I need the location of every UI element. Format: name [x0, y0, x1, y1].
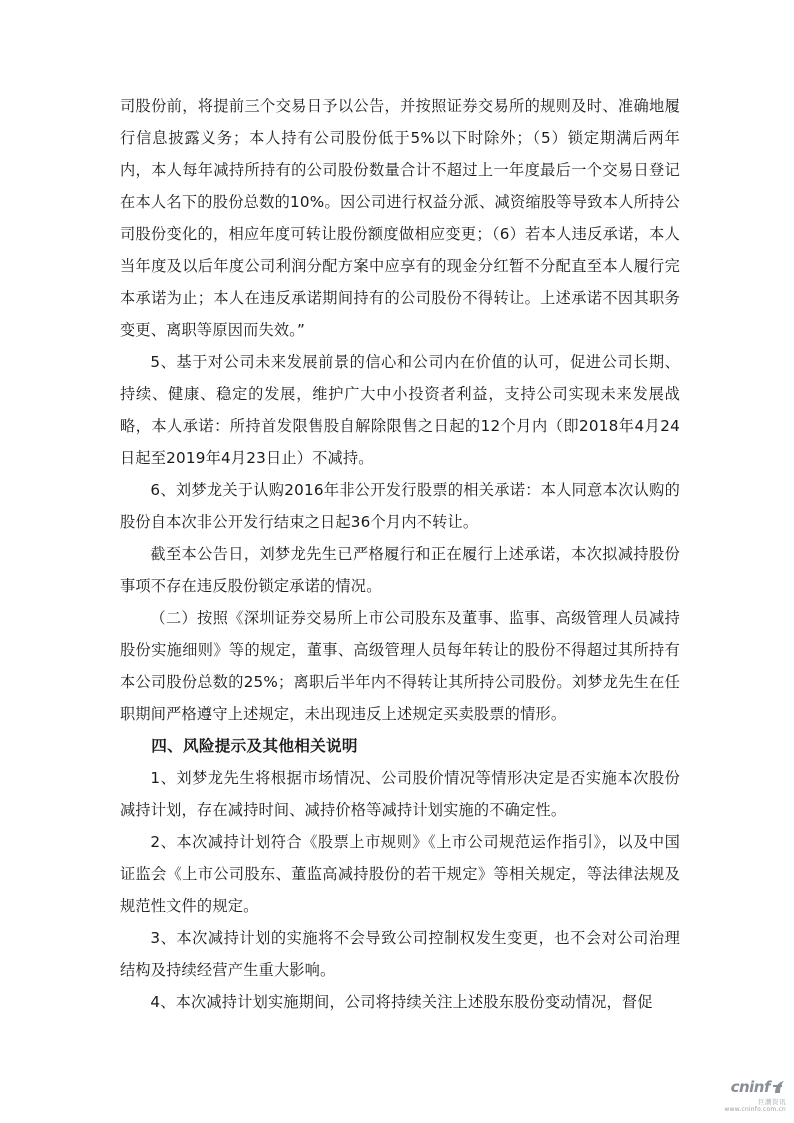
- document-body: [120, 90, 680, 1018]
- section-heading-risk: 四、风险提示及其他相关说明: [151, 737, 358, 755]
- paragraph-commitment-5: 5、基于对公司未来发展前景的信心和公司内在价值的认可，促进公司长期、持续、健康、稳定的发展，维护广大中小投资者利益，支持公司实现未来发展战略，本人承诺：所持首发限售股自解除限售之日起的12个月内（即2018年4月24日起至2019年4月23日止）不减持。: [120, 353, 680, 467]
- logo-subtitle: 巨潮资讯: [758, 1098, 786, 1106]
- cninfo-swoosh-icon: [772, 1079, 786, 1095]
- paragraph-risk-2: 2、本次减持计划符合《股票上市规则》《上市公司规范运作指引》，以及中国证监会《上市公司股东、董监高减持股份的若干规定》等相关规定，等法律法规及规范性文件的规定。: [120, 833, 680, 915]
- paragraph-commitment-continued: 司股份前，将提前三个交易日予以公告，并按照证券交易所的规则及时、准确地履行信息披露义务；本人持有公司股份低于5%以下时除外；（5）锁定期满后两年内，本人每年减持所持有的公司股份数量合计不超过上一年度最后一个交易日登记在本人名下的股份总数的10%。因公司进行权益分派、减资缩股等导致本人所持公司股份变化的，相应年度可转让股份额度做相应变更；（6）若本人违反承诺，本人当年度及以后年度公司利润分配方案中应享有的现金分红暂不分配直至本人履行完本承诺为止；本人在违反承诺期间持有的公司股份不得转让。上述承诺不因其职务变更、离职等原因而失效。”: [120, 97, 680, 339]
- paragraph-risk-3: 3、本次减持计划的实施将不会导致公司控制权发生变更，也不会对公司治理结构及持续经营产生重大影响。: [120, 929, 680, 979]
- paragraph-risk-1: 1、刘梦龙先生将根据市场情况、公司股价情况等情形决定是否实施本次股份减持计划，存在减持时间、减持价格等减持计划实施的不确定性。: [120, 769, 680, 819]
- cninfo-logo: [731, 1078, 786, 1096]
- paragraph-fulfillment-status: 截至本公告日，刘梦龙先生已严格履行和正在履行上述承诺，本次拟减持股份事项不存在违反股份锁定承诺的情况。: [120, 545, 680, 595]
- logo-url: www.cninfo.com.cn: [724, 1106, 786, 1113]
- cninfo-watermark: [706, 1077, 786, 1113]
- paragraph-commitment-6: 6、刘梦龙关于认购2016年非公开发行股票的相关承诺：本人同意本次认购的股份自本次非公开发行结束之日起36个月内不转让。: [120, 481, 680, 531]
- logo-text: cninf: [730, 1078, 770, 1096]
- paragraph-risk-4: 4、本次减持计划实施期间，公司将持续关注上述股东股份变动情况，督促: [150, 993, 653, 1011]
- paragraph-regulation-compliance: （二）按照《深圳证券交易所上市公司股东及董事、监事、高级管理人员减持股份实施细则》等的规定，董事、高级管理人员每年转让的股份不得超过其所持有本公司股份总数的25%；离职后半年内不得转让其所持公司股份。刘梦龙先生在任职期间严格遵守上述规定，未出现违反上述规定买卖股票的情形。: [120, 609, 680, 723]
